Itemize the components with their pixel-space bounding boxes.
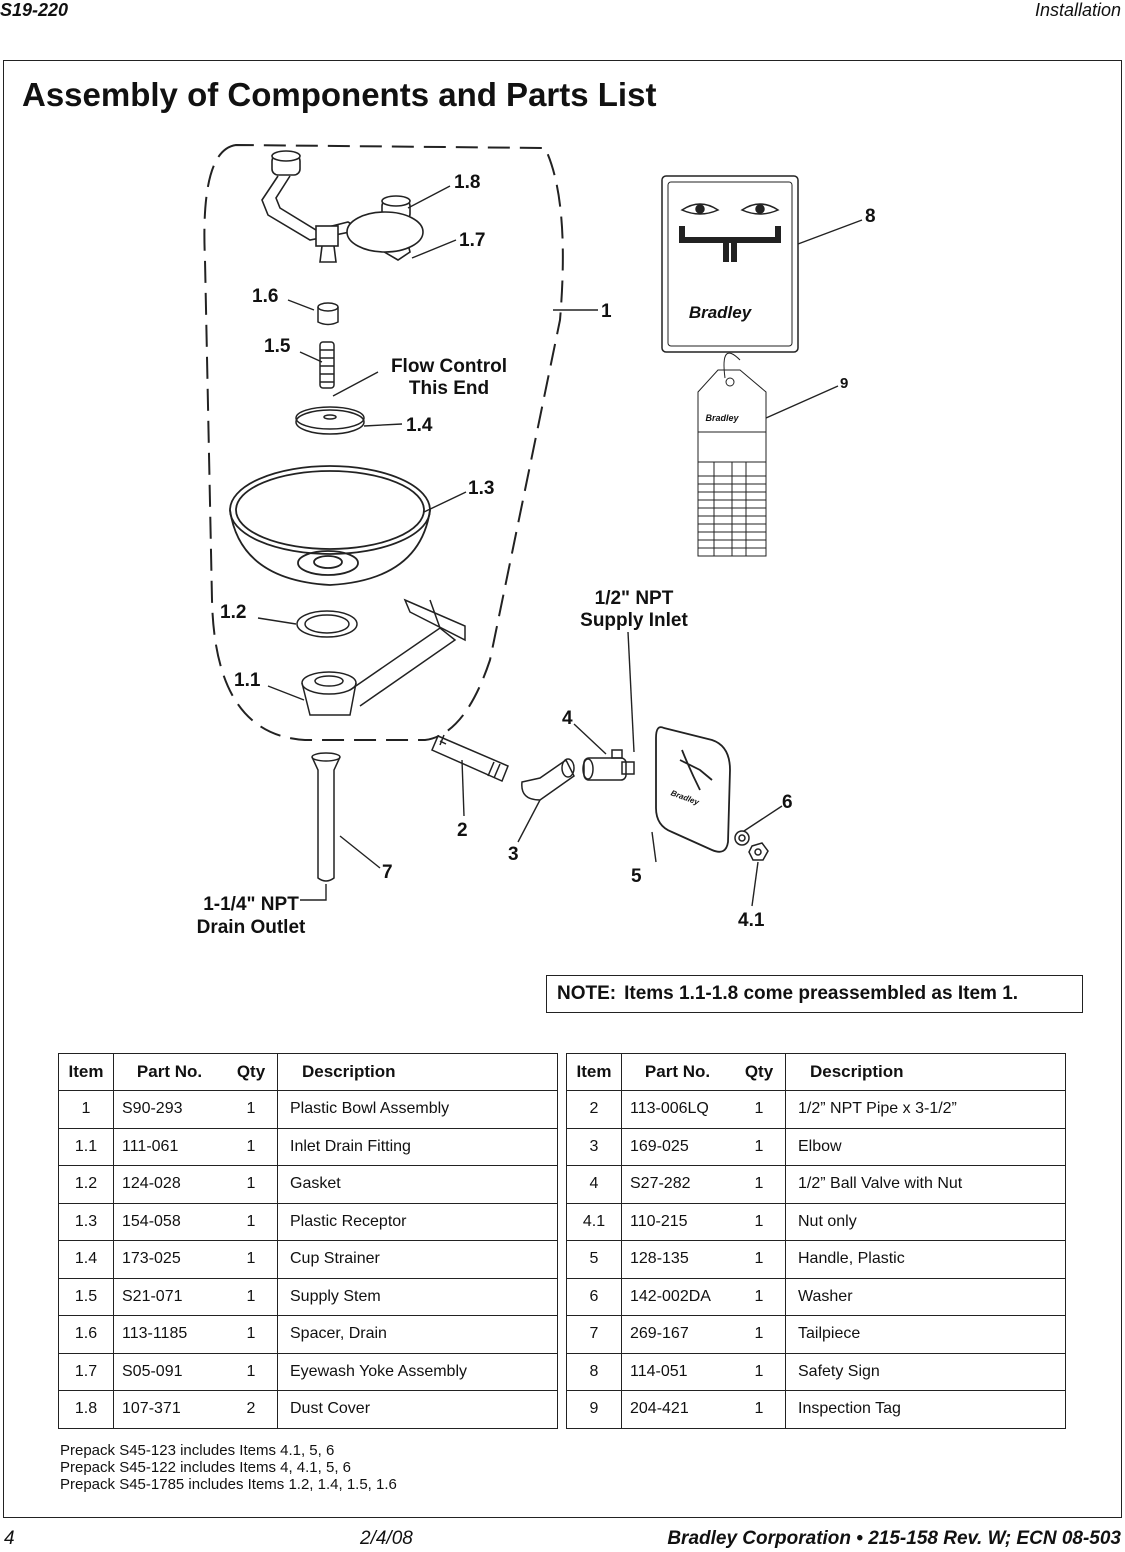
callout-1-3: 1.3 bbox=[468, 478, 495, 499]
cell-item: 2 bbox=[567, 1091, 622, 1129]
section-title: Installation bbox=[1034, 0, 1121, 20]
cell-part-no: 114-051 bbox=[622, 1353, 734, 1391]
flow-control-label-2: This End bbox=[408, 378, 490, 399]
cell-description: Plastic Bowl Assembly bbox=[278, 1091, 558, 1129]
drain-outlet-label-2: Drain Outlet bbox=[196, 917, 306, 938]
prepack-line: Prepack S45-122 includes Items 4, 4.1, 5, 6 bbox=[60, 1459, 351, 1476]
table-header-row bbox=[567, 1054, 1066, 1091]
cell-item: 5 bbox=[567, 1241, 622, 1279]
cell-item: 8 bbox=[567, 1353, 622, 1391]
prepack-line: Prepack S45-123 includes Items 4.1, 5, 6 bbox=[60, 1442, 335, 1459]
cell-description: Nut only bbox=[786, 1203, 1066, 1241]
cell-qty: 1 bbox=[733, 1391, 786, 1429]
callout-1: 1 bbox=[601, 301, 612, 322]
page-number: 4 bbox=[4, 1528, 15, 1549]
cell-qty: 1 bbox=[733, 1316, 786, 1354]
cell-part-no: 173-025 bbox=[114, 1241, 226, 1279]
table-row bbox=[59, 1278, 558, 1316]
gasket bbox=[297, 611, 357, 637]
cell-qty: 1 bbox=[225, 1316, 278, 1354]
cell-part-no: 124-028 bbox=[114, 1166, 226, 1204]
table-row bbox=[567, 1091, 1066, 1129]
table-row bbox=[567, 1241, 1066, 1279]
col-description: Description bbox=[786, 1054, 1066, 1091]
table-row bbox=[567, 1353, 1066, 1391]
callout-1-6: 1.6 bbox=[252, 286, 279, 307]
drain-spacer bbox=[318, 303, 338, 325]
col-part-no: Part No. bbox=[622, 1054, 734, 1091]
cell-item: 9 bbox=[567, 1391, 622, 1429]
cell-description: Washer bbox=[786, 1278, 1066, 1316]
table-row bbox=[59, 1353, 558, 1391]
table-row bbox=[567, 1278, 1066, 1316]
cell-part-no: 204-421 bbox=[622, 1391, 734, 1429]
ball-valve bbox=[583, 750, 634, 780]
col-description: Description bbox=[278, 1054, 558, 1091]
tailpiece bbox=[312, 753, 340, 881]
cell-part-no: S90-293 bbox=[114, 1091, 226, 1129]
handle-brand-logo: Bradley bbox=[669, 788, 701, 807]
cell-item: 1.5 bbox=[59, 1278, 114, 1316]
prepack-notes bbox=[60, 1442, 397, 1493]
callout-1-2: 1.2 bbox=[220, 602, 247, 623]
plastic-handle bbox=[656, 727, 730, 852]
cell-qty: 1 bbox=[733, 1241, 786, 1279]
cell-description: Elbow bbox=[786, 1128, 1066, 1166]
drain-outlet-label: 1-1/4" NPT bbox=[203, 894, 299, 915]
table-row bbox=[59, 1203, 558, 1241]
cell-item: 1.7 bbox=[59, 1353, 114, 1391]
cell-qty: 1 bbox=[733, 1128, 786, 1166]
note-prefix: NOTE: bbox=[557, 983, 617, 1004]
col-item: Item bbox=[567, 1054, 622, 1091]
cell-description: Eyewash Yoke Assembly bbox=[278, 1353, 558, 1391]
cell-qty: 1 bbox=[225, 1091, 278, 1129]
eyewash-yoke bbox=[262, 151, 423, 262]
callout-1-5: 1.5 bbox=[264, 336, 291, 357]
cell-item: 1.4 bbox=[59, 1241, 114, 1279]
cell-description: Handle, Plastic bbox=[786, 1241, 1066, 1279]
callout-6: 6 bbox=[782, 792, 793, 813]
cell-part-no: S27-282 bbox=[622, 1166, 734, 1204]
supply-stem bbox=[320, 342, 334, 388]
cell-item: 4 bbox=[567, 1166, 622, 1204]
page-title: Assembly of Components and Parts List bbox=[22, 76, 657, 113]
cell-description: Cup Strainer bbox=[278, 1241, 558, 1279]
cell-description: Plastic Receptor bbox=[278, 1203, 558, 1241]
inlet-drain-fitting bbox=[302, 600, 465, 715]
col-qty: Qty bbox=[225, 1054, 278, 1091]
table-row bbox=[59, 1091, 558, 1129]
cell-item: 3 bbox=[567, 1128, 622, 1166]
cell-description: Supply Stem bbox=[278, 1278, 558, 1316]
callout-5: 5 bbox=[631, 866, 642, 887]
inspection-tag bbox=[698, 353, 766, 556]
table-row bbox=[567, 1166, 1066, 1204]
table-row bbox=[567, 1203, 1066, 1241]
cell-part-no: 142-002DA bbox=[622, 1278, 734, 1316]
pipe-nipple bbox=[432, 735, 508, 781]
table-row bbox=[567, 1391, 1066, 1429]
supply-inlet-label: 1/2" NPT bbox=[594, 588, 674, 609]
cell-description: Dust Cover bbox=[278, 1391, 558, 1429]
table-row bbox=[567, 1128, 1066, 1166]
cell-part-no: S21-071 bbox=[114, 1278, 226, 1316]
cell-item: 1.6 bbox=[59, 1316, 114, 1354]
cell-qty: 1 bbox=[733, 1091, 786, 1129]
prepack-line: Prepack S45-1785 includes Items 1.2, 1.4, 1.5, 1.6 bbox=[60, 1476, 397, 1493]
col-qty: Qty bbox=[733, 1054, 786, 1091]
cell-description: Inspection Tag bbox=[786, 1391, 1066, 1429]
cell-qty: 2 bbox=[225, 1391, 278, 1429]
cell-part-no: 169-025 bbox=[622, 1128, 734, 1166]
cell-qty: 1 bbox=[225, 1353, 278, 1391]
cell-part-no: 154-058 bbox=[114, 1203, 226, 1241]
cell-part-no: 113-1185 bbox=[114, 1316, 226, 1354]
callout-1-8: 1.8 bbox=[454, 172, 481, 193]
cell-item: 1 bbox=[59, 1091, 114, 1129]
flow-control-label: Flow Control bbox=[390, 356, 508, 377]
cup-strainer bbox=[296, 407, 364, 434]
sign-brand-logo: Bradley bbox=[688, 303, 752, 322]
cell-description: Spacer, Drain bbox=[278, 1316, 558, 1354]
cell-description: Safety Sign bbox=[786, 1353, 1066, 1391]
callout-8: 8 bbox=[865, 206, 876, 227]
cell-item: 1.8 bbox=[59, 1391, 114, 1429]
cell-item: 7 bbox=[567, 1316, 622, 1354]
cell-item: 4.1 bbox=[567, 1203, 622, 1241]
cell-qty: 1 bbox=[733, 1166, 786, 1204]
cell-part-no: 107-371 bbox=[114, 1391, 226, 1429]
cell-item: 6 bbox=[567, 1278, 622, 1316]
nut bbox=[749, 843, 768, 860]
table-row bbox=[59, 1316, 558, 1354]
supply-inlet-label-2: Supply Inlet bbox=[580, 610, 688, 631]
cell-qty: 1 bbox=[225, 1241, 278, 1279]
cell-part-no: S05-091 bbox=[114, 1353, 226, 1391]
table-row bbox=[567, 1316, 1066, 1354]
cell-qty: 1 bbox=[733, 1278, 786, 1316]
note-text: Items 1.1-1.8 come preassembled as Item 1. bbox=[624, 983, 1019, 1004]
cell-qty: 1 bbox=[733, 1353, 786, 1391]
cell-part-no: 128-135 bbox=[622, 1241, 734, 1279]
cell-qty: 1 bbox=[733, 1203, 786, 1241]
callout-7: 7 bbox=[382, 862, 393, 883]
doc-id: S19-220 bbox=[0, 0, 69, 20]
table-row bbox=[59, 1166, 558, 1204]
parts-table-left bbox=[58, 1053, 558, 1429]
col-item: Item bbox=[59, 1054, 114, 1091]
cell-part-no: 269-167 bbox=[622, 1316, 734, 1354]
receptor-bowl bbox=[230, 466, 430, 585]
cell-item: 1.3 bbox=[59, 1203, 114, 1241]
callout-1-1: 1.1 bbox=[234, 670, 261, 691]
safety-sign bbox=[662, 176, 798, 352]
callout-4: 4 bbox=[562, 708, 573, 729]
washer bbox=[735, 831, 749, 845]
cell-qty: 1 bbox=[225, 1128, 278, 1166]
cell-qty: 1 bbox=[225, 1278, 278, 1316]
parts-table-right bbox=[566, 1053, 1066, 1429]
cell-part-no: 110-215 bbox=[622, 1203, 734, 1241]
callout-9: 9 bbox=[840, 375, 849, 392]
cell-description: 1/2” NPT Pipe x 3-1/2” bbox=[786, 1091, 1066, 1129]
elbow bbox=[522, 759, 574, 800]
corporation-footer: Bradley Corporation • 215-158 Rev. W; ECN 08-503 bbox=[667, 1528, 1121, 1549]
cell-description: Tailpiece bbox=[786, 1316, 1066, 1354]
cell-description: Gasket bbox=[278, 1166, 558, 1204]
preassembled-note bbox=[546, 975, 1083, 1013]
cell-item: 1.2 bbox=[59, 1166, 114, 1204]
callout-2: 2 bbox=[457, 820, 468, 841]
table-row bbox=[59, 1128, 558, 1166]
cell-part-no: 113-006LQ bbox=[622, 1091, 734, 1129]
callout-1-4: 1.4 bbox=[406, 415, 433, 436]
tag-brand-logo: Bradley bbox=[705, 413, 739, 423]
callout-4-1: 4.1 bbox=[738, 910, 765, 931]
table-header-row bbox=[59, 1054, 558, 1091]
cell-qty: 1 bbox=[225, 1203, 278, 1241]
callout-1-7: 1.7 bbox=[459, 230, 486, 251]
cell-item: 1.1 bbox=[59, 1128, 114, 1166]
leader-lines bbox=[258, 186, 862, 906]
cell-part-no: 111-061 bbox=[114, 1128, 226, 1166]
callout-3: 3 bbox=[508, 844, 519, 865]
revision-date: 2/4/08 bbox=[360, 1528, 413, 1549]
table-row bbox=[59, 1241, 558, 1279]
cell-description: Inlet Drain Fitting bbox=[278, 1128, 558, 1166]
cell-description: 1/2” Ball Valve with Nut bbox=[786, 1166, 1066, 1204]
cell-qty: 1 bbox=[225, 1166, 278, 1204]
table-row bbox=[59, 1391, 558, 1429]
col-part-no: Part No. bbox=[114, 1054, 226, 1091]
